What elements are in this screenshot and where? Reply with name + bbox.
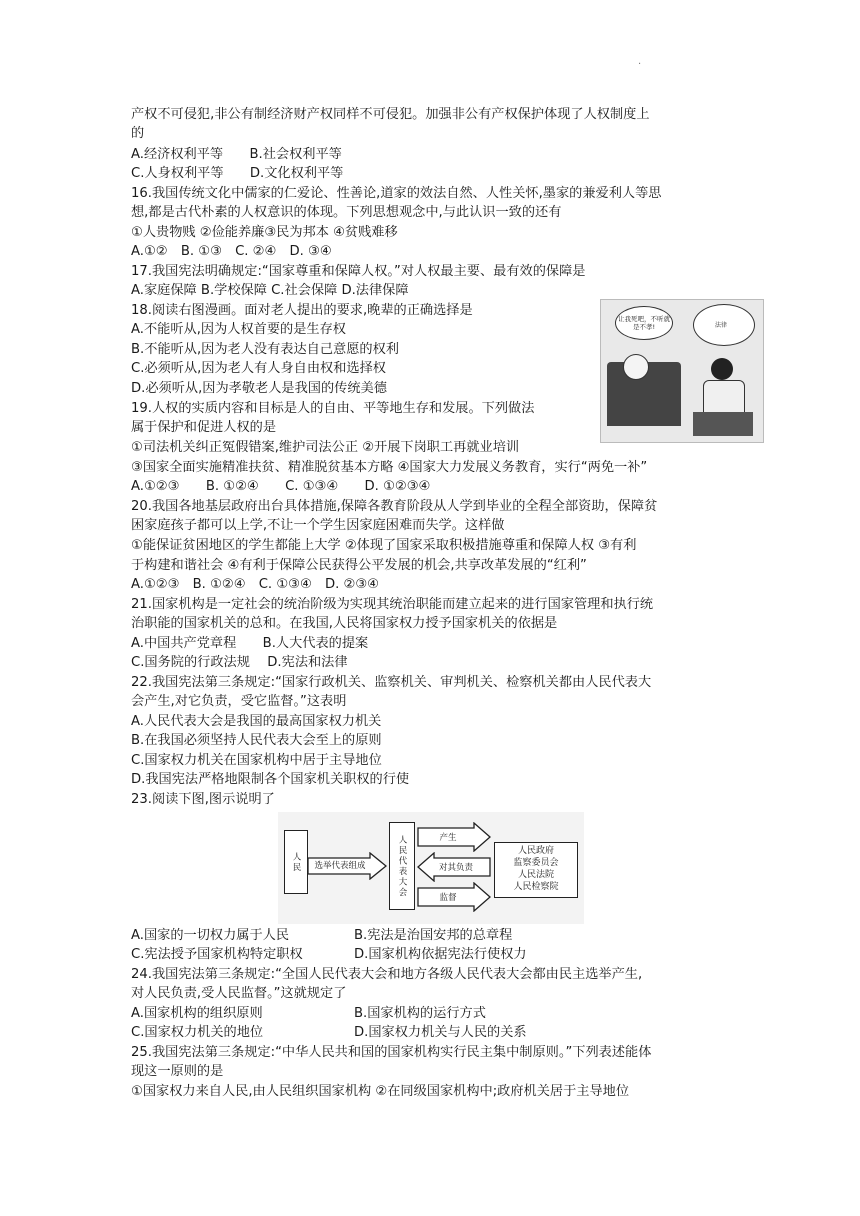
text-line: C.国务院的行政法规 D.宪法和法律	[131, 655, 348, 670]
produce-label: 产生	[439, 833, 457, 843]
option-d: D.国家权力机关与人民的关系	[354, 1025, 527, 1040]
text-line: A.中国共产党章程 B.人大代表的提案	[131, 636, 369, 651]
text-line: B.在我国必须坚持人民代表大会至上的原则	[131, 733, 382, 748]
text-line: 17.我国宪法明确规定:“国家尊重和保障人权。”对人权最主要、最有效的保障是	[131, 264, 586, 279]
text-line: ①人贵物贱 ②俭能养廉③民为邦本 ④贫贱难移	[131, 225, 398, 240]
text-line: D.我国宪法严格地限制各个国家机关职权的行使	[131, 772, 410, 787]
text-line: A.①②③ B. ①②④ C. ①③④ D. ①②③④	[131, 479, 431, 494]
text-line: 想,都是古代朴素的人权意识的体现。下列思想观念中,与此认识一致的还有	[131, 205, 562, 220]
chair-shape	[693, 412, 753, 436]
text-line: D.必须听从,因为孝敬老人是我国的传统美德	[131, 381, 387, 396]
option-b: B.国家机构的运行方式	[354, 1006, 486, 1021]
cartoon-image	[600, 299, 764, 443]
text-line: 治职能的国家机关的总和。在我国,人民将国家权力授予国家机关的依据是	[131, 616, 558, 631]
option-c: C.国家权力机关的地位	[131, 1025, 264, 1040]
diagram-npc-box: 人民代表大会	[389, 822, 415, 910]
page-mark: .	[638, 56, 642, 67]
text-line: A.人民代表大会是我国的最高国家权力机关	[131, 714, 382, 729]
text-line: 会产生,对它负责，受它监督。”这表明	[131, 694, 347, 709]
elect-label: 选举代表组成	[314, 861, 366, 871]
text-line: C.人身权利平等 D.文化权利平等	[131, 166, 344, 181]
text-line: A.①② B. ①③ C. ②④ D. ③④	[131, 244, 332, 259]
option-a: A.国家的一切权力属于人民	[131, 928, 290, 943]
text-line: C.国家权力机关在国家机构中居于主导地位	[131, 753, 382, 768]
responsible-label: 对其负责	[438, 863, 473, 873]
text-line: A.经济权利平等 B.社会权利平等	[131, 147, 342, 162]
text-line: 20.我国各地基层政府出台具体措施,保障各教育阶段从人学到毕业的全程全部资助，保障贫	[131, 499, 658, 514]
text-line: C.必须听从,因为老人有人身自由权和选择权	[131, 361, 386, 376]
text-line: A.①②③ B. ①②④ C. ①③④ D. ②③④	[131, 577, 379, 592]
text-line: 25.我国宪法第三条规定:“中华人民共和国的国家机构实行民主集中制原则。”下列表述能体	[131, 1045, 652, 1060]
text-line: 22.我国宪法第三条规定:“国家行政机关、监察机关、审判机关、检察机关都由人民代表大	[131, 675, 652, 690]
text-line: B.不能听从,因为老人没有表达自己意愿的权利	[131, 342, 399, 357]
young-figure-head	[711, 358, 733, 380]
option-d: D.国家机构依据宪法行使权力	[354, 947, 527, 962]
text-line: 18.阅读右图漫画。面对老人提出的要求,晚辈的正确选择是	[131, 303, 473, 318]
text-line: 19.人权的实质内容和目标是人的自由、平等地生存和发展。下列做法	[131, 401, 535, 416]
diagram-people-box: 人民	[284, 830, 308, 894]
text-line: 的	[131, 126, 145, 141]
text-line: 困家庭孩子都可以上学,不让一个学生因家庭困难而失学。这样做	[131, 518, 505, 533]
text-line: 产权不可侵犯,非公有制经济财产权同样不可侵犯。加强非公有产权保护体现了人权制度上	[131, 107, 650, 122]
elder-figure	[623, 354, 649, 380]
text-line: 16.我国传统文化中儒家的仁爱论、性善论,道家的效法自然、人性关怀,墨家的兼爱利人等思	[131, 186, 662, 201]
organ-label: 人民法院	[517, 870, 554, 880]
speech-bubble: 让我死吧，不听就是不孝!	[615, 306, 673, 340]
organ-label: 监察委员会	[513, 858, 559, 868]
text-line: A.不能听从,因为人权首要的是生存权	[131, 322, 346, 337]
text-line: 于构建和谐社会 ④有利于保障公民获得公平发展的机会,共享改革发展的“红利”	[131, 558, 587, 573]
option-b: B.宪法是治国安邦的总章程	[354, 928, 513, 943]
text-line: 21.国家机构是一定社会的统治阶级为实现其统治职能而建立起来的进行国家管理和执行统	[131, 597, 654, 612]
text-line: 24.我国宪法第三条规定:“全国人民代表大会和地方各级人民代表大会都由民主选举产生,	[131, 967, 643, 982]
text-line: ①司法机关纠正冤假错案,维护司法公正 ②开展下岗职工再就业培训	[131, 440, 520, 455]
text-line: 属于保护和促进人权的是	[131, 420, 277, 435]
thought-text: 法律	[715, 322, 728, 329]
text-line: A.家庭保障 B.学校保障 C.社会保障 D.法律保障	[131, 283, 409, 298]
text-line: ①国家权力来自人民,由人民组织国家机构 ②在同级国家机构中;政府机关居于主导地位	[131, 1084, 630, 1099]
text-line: 23.阅读下图,图示说明了	[131, 792, 275, 807]
supervise-label: 监督	[439, 893, 457, 903]
text-line: 对人民负责,受人民监督。”这就规定了	[131, 986, 347, 1001]
text-line: 现这一原则的是	[131, 1064, 224, 1079]
organ-label: 人民政府	[517, 846, 554, 856]
option-c: C.宪法授予国家机构特定职权	[131, 947, 303, 962]
text-line: ①能保证贫困地区的学生都能上大学 ②体现了国家采取积极措施尊重和保障人权 ③有利	[131, 538, 637, 553]
organ-label: 人民检察院	[513, 882, 559, 892]
text-line: ③国家全面实施精准扶贫、精准脱贫基本方略 ④国家大力发展义务教育，实行“两免一补”	[131, 460, 648, 475]
option-a: A.国家机构的组织原则	[131, 1006, 263, 1021]
